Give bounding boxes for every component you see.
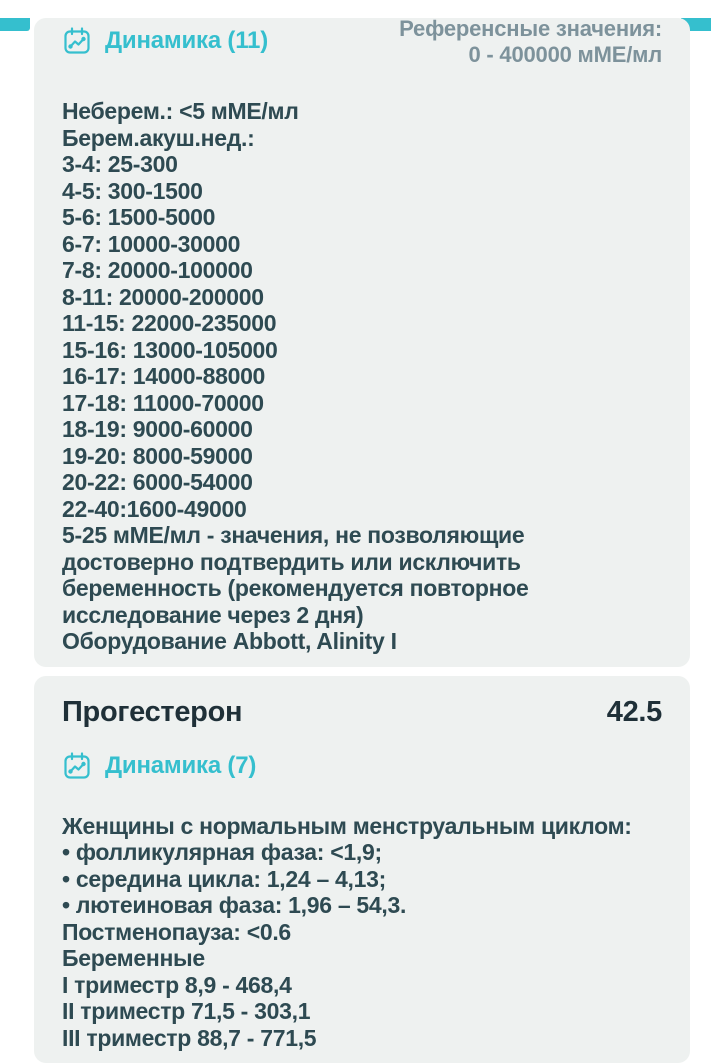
progesterone-card: [34, 676, 690, 1063]
reference-line: I триместр 8,9 - 468,4: [62, 972, 662, 999]
test-value: 42.5: [607, 696, 662, 729]
reference-line: 19-20: 8000-59000: [62, 443, 662, 470]
reference-line: 7-8: 20000-100000: [62, 257, 662, 284]
hcg-reference-lines: [62, 98, 662, 655]
reference-line: 18-19: 9000-60000: [62, 416, 662, 443]
reference-line: 16-17: 14000-88000: [62, 363, 662, 390]
reference-line: Женщины с нормальным менструальным циклом:: [62, 813, 662, 840]
reference-line: 22-40:1600-49000: [62, 496, 662, 523]
hcg-reference-caption: [399, 18, 662, 68]
reference-line: 20-22: 6000-54000: [62, 469, 662, 496]
progesterone-title-row: [62, 696, 662, 729]
hcg-dynamics-link[interactable]: [62, 26, 268, 56]
lab-results-screen: [0, 18, 711, 1018]
calendar-chart-icon: [62, 26, 92, 56]
reference-line: • середина цикла: 1,24 – 4,13;: [62, 866, 662, 893]
reference-line: 3-4: 25-300: [62, 151, 662, 178]
reference-line: 6-7: 10000-30000: [62, 231, 662, 258]
reference-line: 5-6: 1500-5000: [62, 204, 662, 231]
reference-line: 17-18: 11000-70000: [62, 390, 662, 417]
test-title: Прогестерон: [62, 696, 242, 729]
reference-line: Постменопауза: <0.6: [62, 919, 662, 946]
hcg-dynamics-label: Динамика (11): [105, 27, 268, 55]
progesterone-dynamics-link[interactable]: [62, 751, 662, 781]
reference-line: 4-5: 300-1500: [62, 178, 662, 205]
teal-corner-accent-left: [0, 18, 30, 31]
hcg-card-header: [62, 22, 662, 68]
reference-line: 5-25 мМЕ/мл - значения, не позволяющие достоверно подтвердить или исключить беременность (рекомендуется повторное исследование через 2 дня): [62, 522, 662, 628]
calendar-chart-icon: [62, 751, 92, 781]
reference-line: 8-11: 20000-200000: [62, 284, 662, 311]
reference-line: II триместр 71,5 - 303,1: [62, 998, 662, 1025]
hcg-reference-caption-line2: 0 - 400000 мМЕ/мл: [399, 42, 662, 68]
reference-line: 11-15: 22000-235000: [62, 310, 662, 337]
reference-line: Оборудование Abbott, Alinity I: [62, 628, 662, 655]
progesterone-dynamics-label: Динамика (7): [105, 752, 256, 780]
reference-line: III триместр 88,7 - 771,5: [62, 1025, 662, 1052]
reference-line: • лютеиновая фаза: 1,96 – 54,3.: [62, 892, 662, 919]
progesterone-reference-lines: [62, 813, 662, 1052]
reference-line: 15-16: 13000-105000: [62, 337, 662, 364]
hcg-reference-card: [34, 18, 690, 667]
reference-line: • фолликулярная фаза: <1,9;: [62, 839, 662, 866]
reference-line: Берем.акуш.нед.:: [62, 125, 662, 152]
reference-line: Неберем.: <5 мМЕ/мл: [62, 98, 662, 125]
reference-line: Беременные: [62, 945, 662, 972]
hcg-reference-caption-line1: Референсные значения:: [399, 18, 662, 42]
